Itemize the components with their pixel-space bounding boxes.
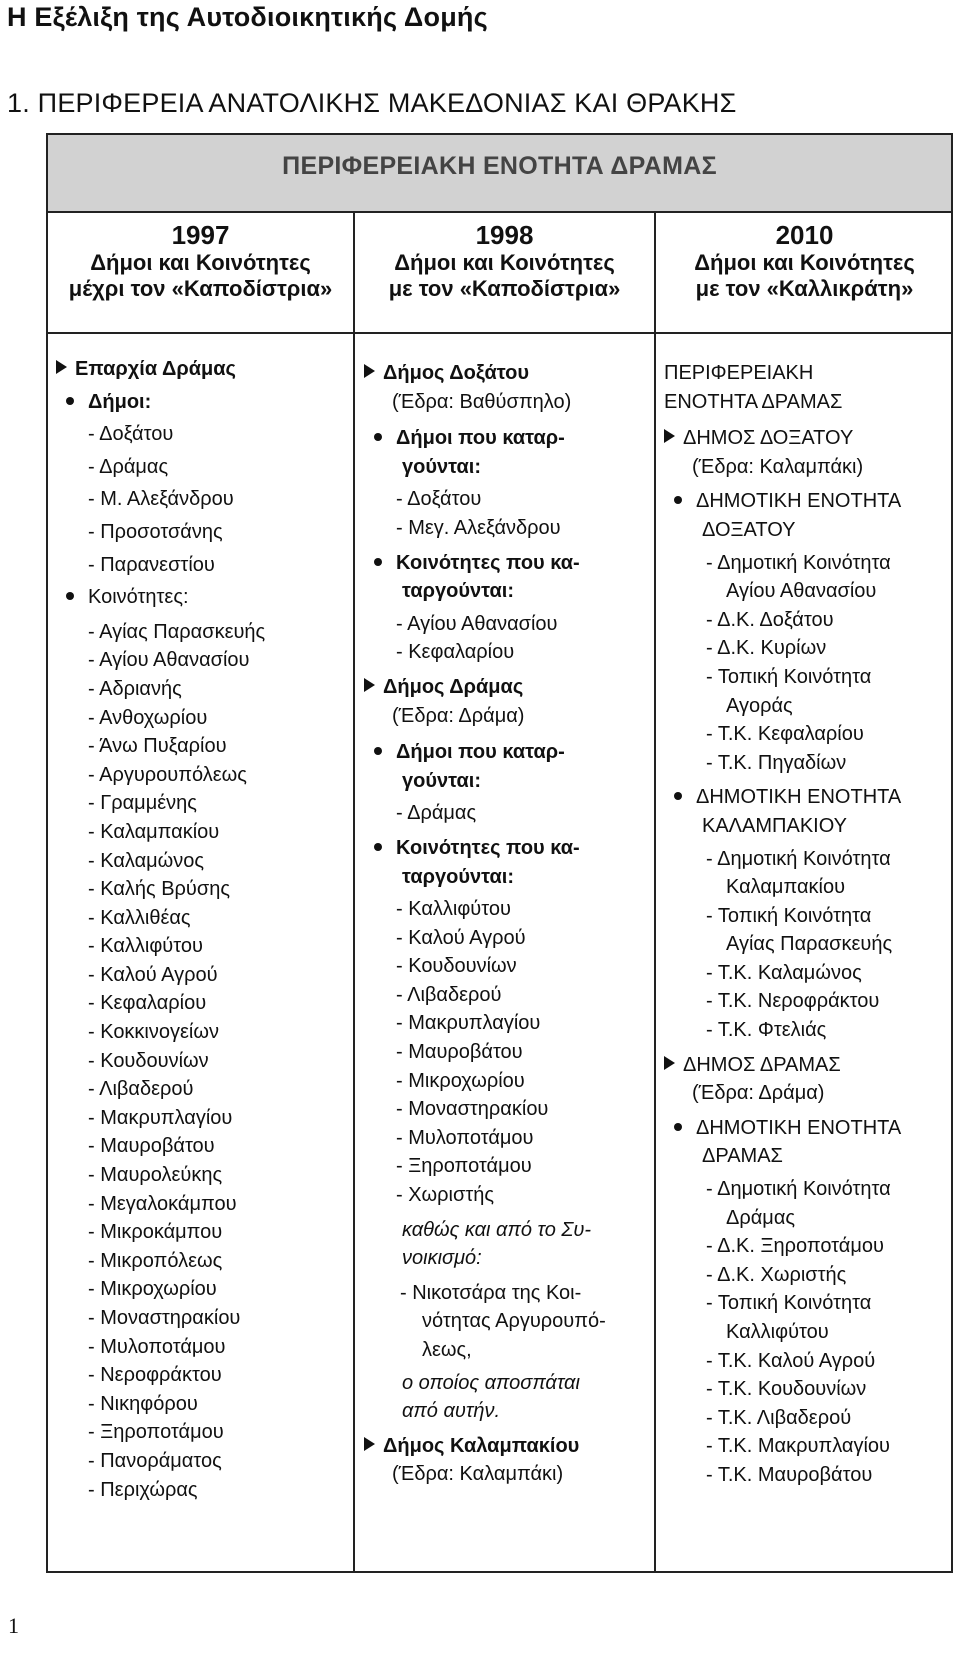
- list-item: [664, 1347, 953, 1376]
- triangle-bullet-icon: [364, 1437, 375, 1451]
- list-item: [364, 895, 649, 924]
- text-line: [664, 692, 953, 721]
- list-item: [664, 1289, 953, 1318]
- list-item-text: - Τ.Κ. Λιβαδερού: [706, 1406, 852, 1429]
- list-item: [664, 1461, 953, 1490]
- group-heading-cont-text: γούνται:: [402, 769, 481, 792]
- triangle-bullet-icon: [664, 1056, 675, 1070]
- section-heading-text: ΔΗΜΟΣ ΔΡΑΜΑΣ: [683, 1053, 841, 1076]
- group-heading: [664, 1114, 953, 1143]
- list-item-text: - Νεροφράκτου: [88, 1364, 222, 1387]
- note-text-text: ο οποίος αποσπάται: [402, 1371, 580, 1394]
- list-item-text: - Αγίου Αθανασίου: [88, 649, 250, 672]
- note-text: [364, 1244, 649, 1273]
- list-item-text: - Καλλιφύτου: [396, 898, 511, 921]
- group-heading-text: Δήμοι που καταρ-: [396, 741, 565, 764]
- section-heading-text: Δήμος Δοξάτου: [383, 362, 530, 384]
- text-line-text: ΔΡΑΜΑΣ: [702, 1145, 783, 1168]
- group-heading-cont-text: ταργούνται:: [402, 580, 515, 603]
- list-item: [664, 606, 953, 635]
- list-item: [56, 646, 346, 675]
- group-heading: [664, 487, 953, 516]
- text-line: [664, 1318, 953, 1347]
- text-line-text: ΔΟΞΑΤΟΥ: [702, 518, 796, 541]
- bullet-icon: [674, 1123, 682, 1131]
- list-item-text: - Κεφαλαρίου: [88, 992, 207, 1015]
- group-heading-cont: [364, 767, 649, 796]
- list-item: [364, 1009, 649, 1038]
- list-item: [56, 732, 346, 761]
- text-line-text: (Έδρα: Δράμα): [392, 704, 525, 727]
- list-item: [664, 959, 953, 988]
- list-item-text: - Άνω Πυξαρίου: [88, 735, 227, 758]
- section-heading: [664, 424, 953, 453]
- group-heading-cont: [364, 577, 649, 606]
- text-line-text: ΚΑΛΑΜΠΑΚΙΟΥ: [702, 814, 847, 837]
- list-item-text: - Μικροπόλεως: [88, 1249, 223, 1272]
- list-item-text: - Τ.Κ. Φτελιάς: [706, 1019, 827, 1042]
- list-item-text: - Κουδουνίων: [88, 1049, 209, 1072]
- list-item-text: - Τ.Κ. Μακρυπλαγίου: [706, 1435, 890, 1458]
- list-item: [664, 1175, 953, 1204]
- bullet-icon: [66, 592, 74, 600]
- column-year: 1997: [171, 220, 230, 250]
- triangle-bullet-icon: [364, 364, 375, 378]
- list-item-text: - Νικοτσάρα της Κοι-: [400, 1281, 582, 1304]
- list-item: [56, 989, 346, 1018]
- page-number: 1: [8, 1613, 19, 1638]
- list-item: [56, 1361, 346, 1390]
- list-item-text: - Τ.Κ. Νεροφράκτου: [706, 990, 880, 1013]
- note-text: [364, 1369, 649, 1398]
- group-heading: [56, 583, 346, 612]
- text-line: [664, 873, 953, 902]
- column-subtitle: Δήμοι και Κοινότητες: [90, 250, 311, 275]
- list-item-text: - Καλαμπακίου: [88, 820, 220, 843]
- list-item-text: - Μοναστηρακίου: [88, 1307, 241, 1329]
- list-item: [56, 618, 346, 647]
- list-item-text: - Κεφαλαρίου: [396, 641, 515, 664]
- note-text-text: νοικισμό:: [402, 1247, 482, 1270]
- group-heading-text: ΔΗΜΟΤΙΚΗ ΕΝΟΤΗΤΑ: [696, 1116, 902, 1139]
- list-item-text: - Ανθοχωρίου: [88, 706, 208, 729]
- list-item-text: - Μοναστηρακίου: [396, 1098, 549, 1121]
- note-text: [364, 1397, 649, 1426]
- list-item-text: - Τ.Κ. Πηγαδίων: [706, 751, 847, 774]
- group-heading: [56, 388, 346, 417]
- list-item-text: - Καλλιθέας: [88, 906, 191, 929]
- column-year: 1998: [475, 220, 534, 250]
- list-item-text: - Δράμας: [88, 455, 169, 478]
- group-heading-cont: [364, 863, 649, 892]
- list-item: [56, 1075, 346, 1104]
- list-item-text: - Δ.Κ. Δοξάτου: [706, 608, 834, 631]
- list-item: [56, 818, 346, 847]
- text-line: [364, 1460, 649, 1489]
- section-heading: [364, 1432, 649, 1461]
- text-line: [664, 1079, 953, 1108]
- group-heading: [364, 738, 649, 767]
- text-line: [664, 1142, 953, 1171]
- column-1998-list: [364, 335, 649, 1489]
- column-year: 2010: [775, 220, 834, 250]
- list-item: [364, 1038, 649, 1067]
- list-item: [664, 549, 953, 578]
- list-item: [664, 1016, 953, 1045]
- unit-heading: [664, 359, 953, 388]
- list-item: [364, 610, 649, 639]
- list-item: [56, 518, 346, 547]
- text-line: [664, 930, 953, 959]
- group-heading-text: ΔΗΜΟΤΙΚΗ ΕΝΟΤΗΤΑ: [696, 786, 902, 809]
- list-item-text: - Χωριστής: [396, 1184, 494, 1207]
- list-item: [56, 761, 346, 790]
- list-item: [56, 875, 346, 904]
- column-header-1997: [48, 212, 353, 332]
- list-item-text: - Τ.Κ. Μαυροβάτου: [706, 1463, 873, 1486]
- list-item-text: - Καλού Αγρού: [88, 963, 218, 986]
- page-title: Η Εξέλιξη της Αυτοδιοικητικής Δομής: [7, 2, 488, 32]
- list-item-text: - Λιβαδερού: [88, 1078, 194, 1101]
- list-item-text: - Γραμμένης: [88, 792, 197, 815]
- list-item-text: - Κουδουνίων: [396, 955, 517, 978]
- list-item-text: - Μικροχωρίου: [88, 1278, 217, 1301]
- list-item-text: - Τ.Κ. Καλαμώνος: [706, 961, 862, 984]
- text-line: [364, 1336, 649, 1365]
- section-heading: [56, 355, 346, 384]
- text-line: [364, 388, 649, 417]
- list-item: [56, 1047, 346, 1076]
- list-item: [364, 514, 649, 543]
- text-line: [664, 577, 953, 606]
- list-item-text: - Τοπική Κοινότητα: [706, 904, 872, 927]
- group-heading-text: Κοινότητες:: [88, 586, 189, 609]
- list-item-text: - Νικηφόρου: [88, 1392, 198, 1415]
- note-text-text: από αυτήν.: [402, 1400, 501, 1423]
- list-item: [56, 1476, 346, 1505]
- list-item: [56, 420, 346, 449]
- text-line: [664, 453, 953, 482]
- list-item: [56, 1275, 346, 1304]
- list-item-text: - Αγίας Παρασκευής: [88, 620, 266, 643]
- text-line-text: (Έδρα: Δράμα): [692, 1082, 825, 1105]
- group-heading: [364, 834, 649, 863]
- section-heading-text: Δήμος Δράμας: [383, 675, 524, 698]
- note-text: [364, 1216, 649, 1245]
- list-item-text: - Ξηροποτάμου: [88, 1421, 224, 1444]
- column-divider: [353, 211, 355, 1571]
- list-item: [364, 1124, 649, 1153]
- column-subtitle: μέχρι τον «Καποδίστρια»: [68, 276, 333, 301]
- note-text-text: καθώς και από το Συ-: [402, 1218, 592, 1241]
- list-item: [664, 1232, 953, 1261]
- structure-table: [46, 133, 953, 1573]
- list-item: [364, 799, 649, 828]
- list-item-text: - Μεγαλοκάμπου: [88, 1192, 237, 1215]
- unit-heading-text: ΕΝΟΤΗΤΑ ΔΡΑΜΑΣ: [664, 390, 843, 413]
- unit-heading: [664, 388, 953, 417]
- list-item-text: - Μεγ. Αλεξάνδρου: [396, 516, 561, 539]
- section-heading-text: Δήμος Καλαμπακίου: [383, 1434, 580, 1457]
- list-item-text: - Μυλοποτάμου: [88, 1335, 226, 1358]
- column-divider: [654, 211, 656, 1571]
- bullet-icon: [66, 397, 74, 405]
- section-heading: [664, 1051, 953, 1080]
- list-item: [664, 663, 953, 692]
- list-item-text: - Δ.Κ. Χωριστής: [706, 1263, 847, 1286]
- list-item: [56, 961, 346, 990]
- column-header-2010: [656, 212, 953, 332]
- list-item-text: - Μαυρολεύκης: [88, 1164, 223, 1187]
- text-line: [664, 1204, 953, 1233]
- list-item-text: - Αργυρουπόλεως: [88, 763, 247, 786]
- list-item: [56, 1418, 346, 1447]
- list-item-text: - Δημοτική Κοινότητα: [706, 847, 891, 870]
- text-line-text: Αγίας Παρασκευής: [726, 933, 893, 956]
- list-item: [364, 1095, 649, 1124]
- list-item-text: - Μικροχωρίου: [396, 1069, 525, 1092]
- column-2010-list: [664, 335, 953, 1490]
- list-item-text: - Τοπική Κοινότητα: [706, 665, 872, 688]
- section-heading-text: ΔΗΜΟΣ ΔΟΞΑΤΟΥ: [683, 427, 854, 450]
- list-item: [664, 902, 953, 931]
- list-item-text: - Τοπική Κοινότητα: [706, 1292, 872, 1315]
- list-item-text: - Δ.Κ. Ξηροποτάμου: [706, 1235, 884, 1258]
- list-item-text: - Αγίου Αθανασίου: [396, 612, 558, 635]
- list-item: [56, 1304, 346, 1333]
- list-item: [56, 1132, 346, 1161]
- column-header-1998: [355, 212, 654, 332]
- group-heading: [664, 783, 953, 812]
- column-subtitle: Δήμοι και Κοινότητες: [694, 250, 915, 275]
- column-subtitle: Δήμοι και Κοινότητες: [394, 250, 615, 275]
- list-item-text: - Κοκκινογείων: [88, 1021, 219, 1044]
- group-heading-cont-text: ταργούνται:: [402, 865, 515, 888]
- list-item: [56, 453, 346, 482]
- list-item-text: - Τ.Κ. Καλού Αγρού: [706, 1349, 876, 1372]
- regional-unit-header: ΠΕΡΙΦΕΡΕΙΑΚΗ ΕΝΟΤΗΤΑ ΔΡΑΜΑΣ: [48, 135, 951, 213]
- section-heading: [364, 359, 649, 388]
- bullet-icon: [674, 496, 682, 504]
- text-line: [664, 516, 953, 545]
- text-line-text: (Έδρα: Καλαμπάκι): [392, 1463, 564, 1486]
- list-item: [664, 634, 953, 663]
- text-line-text: λεως,: [422, 1339, 472, 1361]
- group-heading-cont-text: γούνται:: [402, 455, 481, 478]
- list-item-text: - Πανοράματος: [88, 1449, 222, 1472]
- bullet-icon: [374, 558, 382, 566]
- list-item-text: - Καλού Αγρού: [396, 926, 526, 949]
- list-item-text: - Μαυροβάτου: [88, 1135, 215, 1158]
- list-item: [56, 1161, 346, 1190]
- text-line: [364, 1307, 649, 1336]
- list-item: [56, 847, 346, 876]
- group-heading: [364, 424, 649, 453]
- bullet-icon: [374, 843, 382, 851]
- header-divider: [48, 332, 951, 334]
- group-heading-cont: [364, 453, 649, 482]
- triangle-bullet-icon: [664, 429, 675, 443]
- section-heading-text: Επαρχία Δράμας: [75, 358, 236, 380]
- group-heading-text: Δήμοι που καταρ-: [396, 427, 565, 450]
- text-line-text: νότητας Αργυρουπό-: [422, 1310, 606, 1333]
- list-item: [364, 981, 649, 1010]
- list-item-text: - Λιβαδερού: [396, 983, 502, 1006]
- list-item-text: - Τ.Κ. Κεφαλαρίου: [706, 723, 864, 746]
- list-item: [56, 904, 346, 933]
- list-item-text: - Αδριανής: [88, 677, 182, 700]
- text-line: [364, 702, 649, 731]
- text-line: [664, 812, 953, 841]
- list-item: [56, 789, 346, 818]
- list-item: [56, 1018, 346, 1047]
- list-item-text: - Δημοτική Κοινότητα: [706, 1178, 891, 1201]
- text-line-text: Καλαμπακίου: [726, 876, 846, 899]
- bullet-icon: [674, 792, 682, 800]
- bullet-icon: [374, 433, 382, 441]
- unit-heading-text: ΠΕΡΙΦΕΡΕΙΑΚΗ: [664, 362, 814, 384]
- list-item-text: - Δοξάτου: [396, 488, 482, 511]
- list-item: [56, 1218, 346, 1247]
- text-line-text: Αγίου Αθανασίου: [726, 580, 877, 603]
- list-item: [56, 1390, 346, 1419]
- list-item: [664, 845, 953, 874]
- list-item-text: - Δοξάτου: [88, 423, 174, 446]
- list-item-text: - Δράμας: [396, 802, 477, 825]
- group-heading: [364, 549, 649, 578]
- list-item: [56, 704, 346, 733]
- list-item: [56, 932, 346, 961]
- list-item: [56, 1190, 346, 1219]
- list-item-text: - Μυλοποτάμου: [396, 1126, 534, 1149]
- list-item: [364, 1152, 649, 1181]
- triangle-bullet-icon: [56, 360, 67, 374]
- column-subtitle: με τον «Καλλικράτη»: [695, 276, 914, 301]
- list-item: [56, 1104, 346, 1133]
- list-item-text: - Προσοτσάνης: [88, 520, 223, 543]
- list-item: [56, 1247, 346, 1276]
- group-heading-text: Κοινότητες που κα-: [396, 551, 580, 574]
- column-1997-list: [56, 335, 346, 1504]
- list-item: [364, 638, 649, 667]
- text-line-text: (Έδρα: Καλαμπάκι): [692, 455, 864, 478]
- group-heading-text: Κοινότητες που κα-: [396, 836, 580, 859]
- text-line-text: Καλλιφύτου: [726, 1321, 829, 1343]
- list-item-text: - Μακρυπλαγίου: [88, 1106, 233, 1129]
- list-item: [364, 952, 649, 981]
- list-item-text: - Δ.Κ. Κυρίων: [706, 637, 827, 660]
- region-heading: 1. ΠΕΡΙΦΕΡΕΙΑ ΑΝΑΤΟΛΙΚΗΣ ΜΑΚΕΔΟΝΙΑΣ ΚΑΙ ΘΡΑΚΗΣ: [7, 88, 737, 118]
- section-heading: [364, 673, 649, 702]
- list-item: [664, 1375, 953, 1404]
- list-item-text: - Δημοτική Κοινότητα: [706, 551, 891, 574]
- list-item: [664, 1432, 953, 1461]
- list-item: [664, 987, 953, 1016]
- list-item: [56, 1333, 346, 1362]
- list-item: [364, 924, 649, 953]
- list-item: [664, 1261, 953, 1290]
- list-item-text: - Μικροκάμπου: [88, 1221, 223, 1244]
- list-item-text: - Μαυροβάτου: [396, 1041, 523, 1064]
- list-item: [364, 1181, 649, 1210]
- list-item: [56, 551, 346, 580]
- list-item-text: - Περιχώρας: [88, 1478, 198, 1501]
- list-item-text: - Ξηροποτάμου: [396, 1155, 532, 1178]
- list-item-text: - Μακρυπλαγίου: [396, 1012, 541, 1035]
- list-item: [364, 485, 649, 514]
- group-heading-text: ΔΗΜΟΤΙΚΗ ΕΝΟΤΗΤΑ: [696, 490, 902, 513]
- group-heading-text: Δήμοι:: [88, 390, 152, 413]
- list-item: [364, 1067, 649, 1096]
- text-line-text: Αγοράς: [726, 694, 793, 717]
- list-item-text: - Μ. Αλεξάνδρου: [88, 488, 234, 511]
- text-line-text: Δράμας: [726, 1206, 796, 1229]
- list-item-text: - Παρανεστίου: [88, 553, 215, 576]
- list-item: [56, 485, 346, 514]
- text-line-text: (Έδρα: Βαθύσπηλο): [392, 390, 572, 413]
- list-item-text: - Καλής Βρύσης: [88, 878, 230, 901]
- list-item-text: - Τ.Κ. Κουδουνίων: [706, 1378, 867, 1401]
- list-item: [664, 749, 953, 778]
- column-subtitle: με τον «Καποδίστρια»: [388, 276, 621, 301]
- list-item: [364, 1279, 649, 1308]
- list-item: [56, 1447, 346, 1476]
- list-item: [664, 720, 953, 749]
- list-item: [56, 675, 346, 704]
- triangle-bullet-icon: [364, 678, 375, 692]
- list-item-text: - Καλαμώνος: [88, 849, 205, 872]
- list-item-text: - Καλλιφύτου: [88, 935, 203, 958]
- list-item: [664, 1404, 953, 1433]
- bullet-icon: [374, 747, 382, 755]
